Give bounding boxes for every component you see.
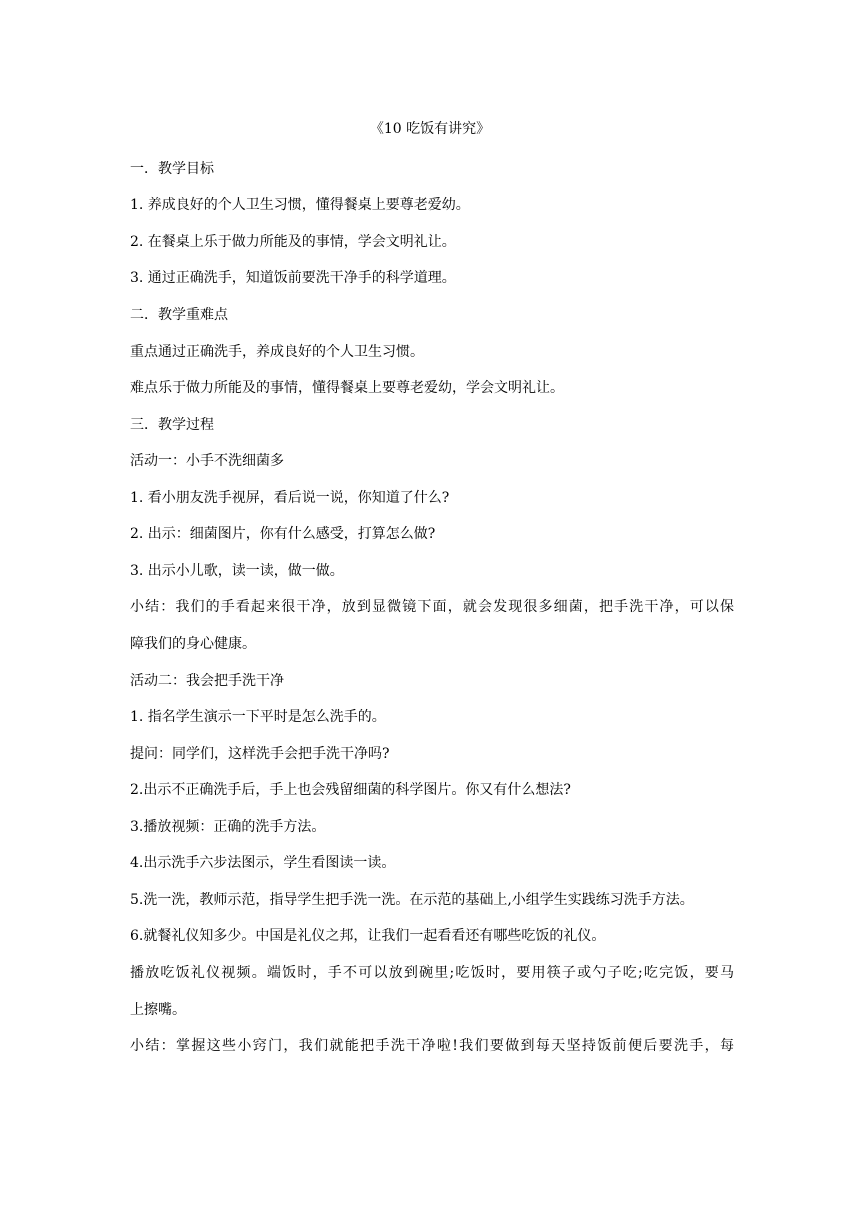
activity-two-step-2: 2.出示不正确洗手后，手上也会残留细菌的科学图片。你又有什么想法? bbox=[130, 782, 571, 798]
activity-two-question: 提问：同学们，这样洗手会把手洗干净吗? bbox=[130, 746, 390, 762]
activity-one-step-3: 3. 出示小儿歌，读一读，做一做。 bbox=[130, 563, 344, 579]
section-heading-process: 三．教学过程 bbox=[130, 417, 214, 433]
document-title: 《10 吃饭有讲究》 bbox=[369, 121, 491, 137]
activity-one-heading: 活动一：小手不洗细菌多 bbox=[130, 453, 284, 469]
activity-two-step-3: 3.播放视频：正确的洗手方法。 bbox=[130, 819, 326, 835]
activity-two-step-6: 6.就餐礼仪知多少。中国是礼仪之邦，让我们一起看看还有哪些吃饭的礼仪。 bbox=[130, 928, 606, 944]
activity-one-summary-line-2: 障我们的身心健康。 bbox=[130, 636, 256, 652]
difficult-point: 难点乐于做力所能及的事情，懂得餐桌上要尊老爱幼，学会文明礼让。 bbox=[130, 380, 564, 396]
activity-one-summary-line-1: 小结：我们的手看起来很干净，放到显微镜下面，就会发现很多细菌，把手洗干净，可以保 bbox=[130, 599, 734, 615]
activity-two-step-1: 1. 指名学生演示一下平时是怎么洗手的。 bbox=[130, 709, 386, 725]
activity-two-step-4: 4.出示洗手六步法图示，学生看图读一读。 bbox=[130, 855, 396, 871]
activity-two-summary-line-1: 小结：掌握这些小窍门，我们就能把手洗干净啦!我们要做到每天坚持饭前便后要洗手，每 bbox=[130, 1038, 734, 1054]
objective-item-3: 3. 通过正确洗手，知道饭前要洗干净手的科学道理。 bbox=[130, 270, 456, 286]
activity-two-step-5: 5.洗一洗，教师示范，指导学生把手洗一洗。在示范的基础上,小组学生实践练习洗手方法。 bbox=[130, 892, 694, 908]
key-point: 重点通过正确洗手，养成良好的个人卫生习惯。 bbox=[130, 344, 424, 360]
etiquette-video-line-1: 播放吃饭礼仪视频。端饭时，手不可以放到碗里;吃饭时，要用筷子或勺子吃;吃完饭，要马 bbox=[130, 965, 734, 981]
objective-item-2: 2. 在餐桌上乐于做力所能及的事情，学会文明礼让。 bbox=[130, 234, 456, 250]
etiquette-video-line-2: 上擦嘴。 bbox=[130, 1002, 186, 1018]
section-heading-key-points: 二．教学重难点 bbox=[130, 307, 228, 323]
objective-item-1: 1. 养成良好的个人卫生习惯，懂得餐桌上要尊老爱幼。 bbox=[130, 197, 470, 213]
activity-one-step-1: 1. 看小朋友洗手视屏，看后说一说，你知道了什么? bbox=[130, 490, 450, 506]
activity-one-step-2: 2. 出示：细菌图片，你有什么感受，打算怎么做? bbox=[130, 526, 436, 542]
section-heading-objectives: 一．教学目标 bbox=[130, 161, 214, 177]
activity-two-heading: 活动二：我会把手洗干净 bbox=[130, 673, 284, 689]
